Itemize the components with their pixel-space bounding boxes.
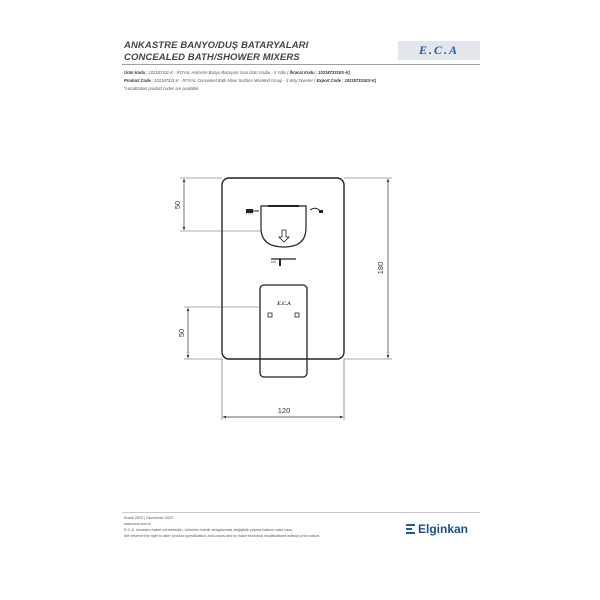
hand-shower-icon	[310, 208, 323, 213]
title-english: CONCEALED BATH/SHOWER MIXERS	[124, 52, 300, 63]
bath-spout-icon	[271, 259, 296, 266]
diverter-knob	[261, 206, 306, 247]
product-code-tr-label: Ürün Kodu	[124, 70, 146, 75]
export-code-tr-label: İhracat Kodu	[289, 70, 315, 75]
mixer-handle	[260, 285, 307, 377]
handle-logo: E.C.A	[277, 301, 291, 307]
elginkan-brand-text: Elginkan	[418, 522, 469, 536]
eca-logo-text: E.C.A	[418, 43, 459, 57]
product-code-tr-text: : 102187331-K - ROYAL Ankastre Banyo Bataryası Sıva Üstü Grubu - 3 Yollu (	[146, 70, 289, 75]
localization-note: *Localization product codes are available.	[124, 86, 200, 91]
dim-top-height-label: 50	[173, 200, 182, 210]
title-turkish: ANKASTRE BANYO/DUŞ BATARYALARI	[124, 40, 309, 51]
footer-notice-tr: E.C.A. önceden haber vermeksizin, ürünlerin teknik detaylarında değişiklik yapma hakkını saklı tutar.	[124, 528, 293, 532]
footer-rule	[122, 512, 480, 513]
export-code-tr-value: : 102187331EX-K)	[315, 70, 350, 75]
footer-notice-en: We reserve the right to alter product specification and colors and to make technical modifications without prior notice.	[124, 534, 321, 538]
dim-total-height-label: 180	[376, 261, 385, 275]
product-code-en-text: : 102187331-K - ROYAL Concealed Bath Mixer Surface Mounted Group - 3 Way Diverter (	[151, 78, 316, 83]
dim-width-label: 120	[277, 406, 291, 415]
export-code-en-value: : 102187331EX-K)	[342, 78, 377, 83]
product-code-en-label: Product Code	[124, 78, 151, 83]
dim-top-height	[180, 178, 262, 231]
footer-website: www.eca.com.tr	[124, 522, 151, 526]
footer-date: Aralık 2022 | December 2022	[124, 516, 174, 520]
export-code-en-label: Export Code	[316, 78, 341, 83]
shower-head-icon	[246, 209, 259, 214]
dim-bottom-height-label: 50	[177, 328, 186, 338]
elginkan-mark-icon	[406, 524, 415, 534]
elginkan-logo	[406, 522, 468, 536]
